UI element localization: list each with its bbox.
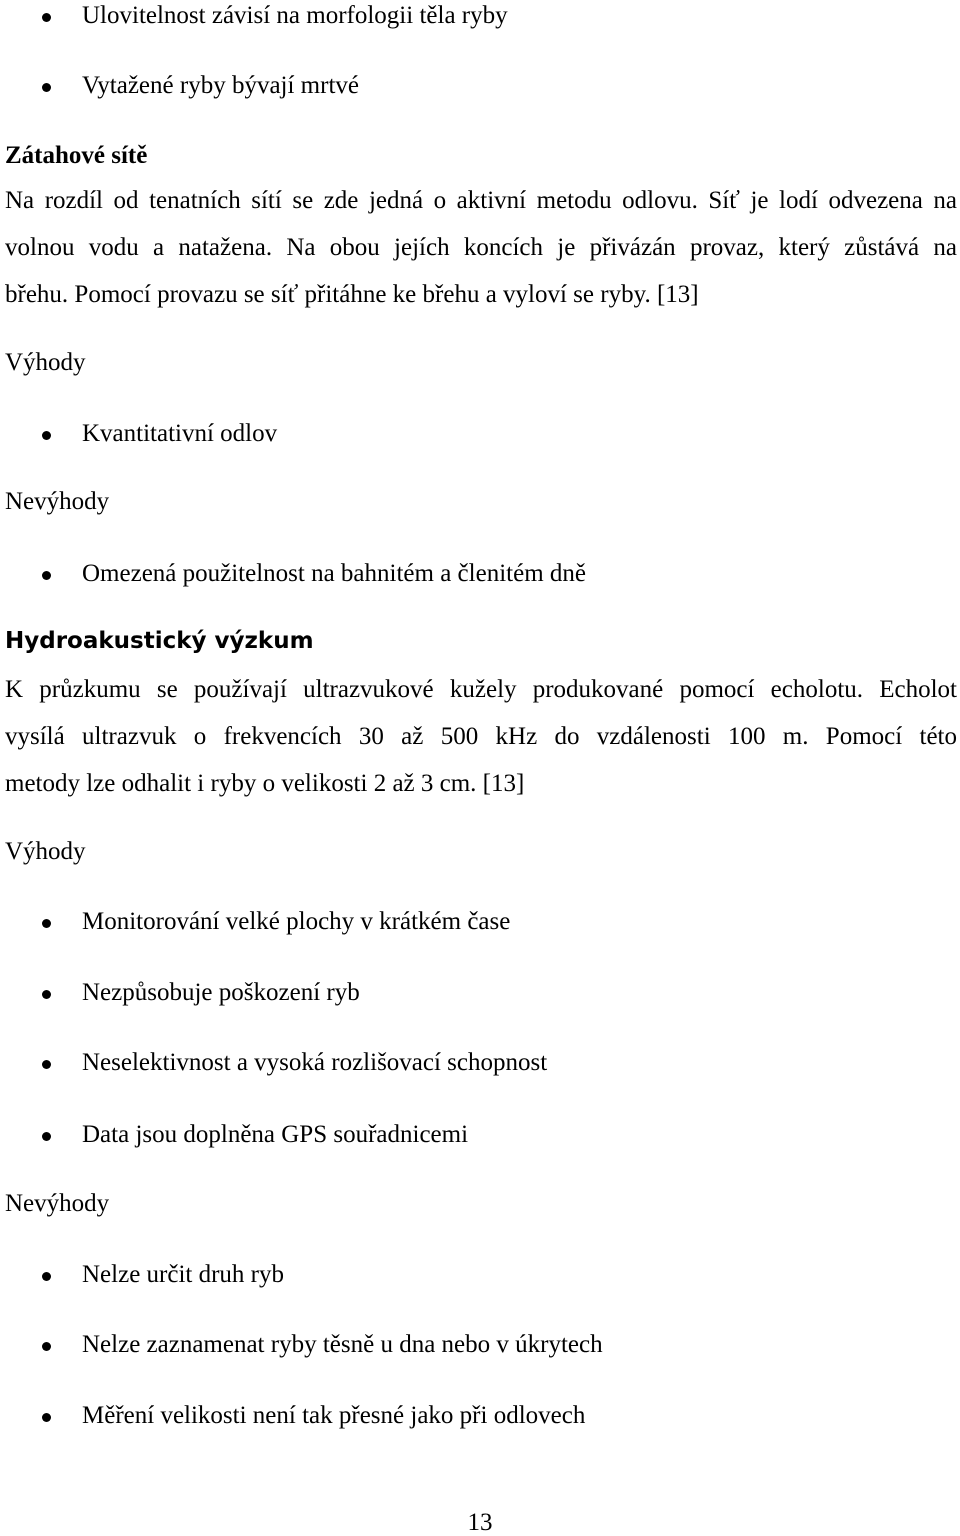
paragraph-line: Na rozdíl od tenatních sítí se zde jedná o aktivní metodu odlovu. Síť je lodí odvezena na [5,187,957,214]
list-item: Nezpůsobuje poškození ryb [0,980,960,1010]
bullet-icon [42,1060,51,1069]
bullet-icon [42,1413,51,1422]
advantages-label: Výhody [5,349,86,376]
list-item: Vytažené ryby bývají mrtvé [0,73,960,103]
bullet-icon [42,1272,51,1281]
bullet-icon [42,919,51,928]
page-number: 13 [467,1509,493,1536]
list-item: Kvantitativní odlov [0,421,960,451]
paragraph-line: břehu. Pomocí provazu se síť přitáhne ke břehu a vyloví se ryby. [13] [5,281,699,308]
paragraph-line: metody lze odhalit i ryby o velikosti 2 až 3 cm. [13] [5,770,525,797]
section-heading: Zátahové sítě [5,142,148,169]
paragraph-line: K průzkumu se používají ultrazvukové kužely produkované pomocí echolotu. Echolot [5,676,957,703]
list-item: Data jsou doplněna GPS souřadnicemi [0,1122,960,1152]
bullet-icon [42,431,51,440]
bullet-icon [42,13,51,22]
bullet-icon [42,1132,51,1141]
bullet-icon [42,990,51,999]
disadvantages-label: Nevýhody [5,488,110,515]
list-item: Měření velikosti není tak přesné jako při odlovech [0,1403,960,1433]
list-item: Monitorování velké plochy v krátkém čase [0,909,960,939]
list-item: Ulovitelnost závisí na morfologii těla ryby [0,3,960,33]
disadvantages-label: Nevýhody [5,1190,110,1217]
advantages-label: Výhody [5,838,86,865]
list-item: Nelze zaznamenat ryby těsně u dna nebo v úkrytech [0,1332,960,1362]
list-item: Nelze určit druh ryb [0,1262,960,1292]
bullet-icon [42,83,51,92]
paragraph-line: volnou vodu a natažena. Na obou jejích koncích je přivázán provaz, který zůstává na [5,234,957,261]
paragraph-line: vysílá ultrazvuk o frekvencích 30 až 500 kHz do vzdálenosti 100 m. Pomocí této [5,723,957,750]
section-heading: Hydroakustický výzkum [5,628,314,654]
bullet-icon [42,571,51,580]
bullet-icon [42,1342,51,1351]
list-item: Omezená použitelnost na bahnitém a členitém dně [0,561,960,591]
list-item: Neselektivnost a vysoká rozlišovací schopnost [0,1050,960,1080]
